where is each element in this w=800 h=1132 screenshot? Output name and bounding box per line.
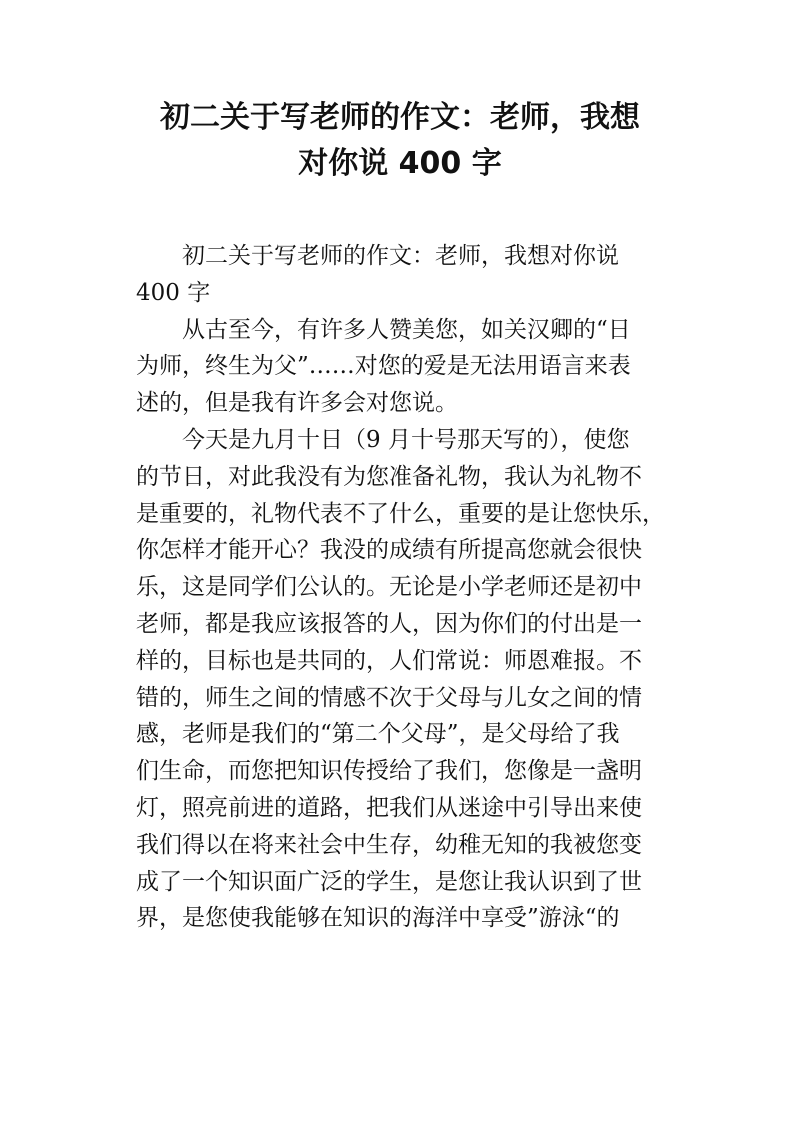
text-line: 今天是九月十日（9 月十号那天写的），使您	[182, 426, 630, 453]
text-line: 成了一个知识面广泛的学生，是您让我认识到了世	[136, 868, 642, 895]
text-line: 你怎样才能开心？我没的成绩有所提高您就会很快	[136, 537, 642, 564]
paragraph-1	[136, 238, 676, 312]
title-line: 初二关于写老师的作文：老师，我想	[160, 100, 640, 135]
text-line: 乐，这是同学们公认的。无论是小学老师还是初中	[136, 574, 642, 601]
text-line: 述的，但是我有许多会对您说。	[136, 390, 458, 417]
text-line: 错的，师生之间的情感不次于父母与儿女之间的情	[136, 684, 642, 711]
paragraph-2	[136, 312, 676, 422]
text-line: 初二关于写老师的作文：老师，我想对你说	[182, 243, 619, 269]
text-line: 为师，终生为父”……对您的爱是无法用语言来表	[136, 353, 631, 380]
text-line: 界，是您使我能够在知识的海洋中享受”游泳“的	[136, 905, 620, 932]
document-body	[136, 238, 676, 937]
text-line: 是重要的，礼物代表不了什么，重要的是让您快乐，	[136, 500, 665, 527]
text-line: 的节日，对此我没有为您准备礼物，我认为礼物不	[136, 463, 642, 490]
document-title	[100, 95, 700, 187]
text-line: 从古至今，有许多人赞美您，如关汉卿的“日	[182, 316, 631, 343]
title-line: 对你说 400 字	[298, 146, 502, 181]
text-line: 样的，目标也是共同的，人们常说：师恩难报。不	[136, 647, 642, 674]
text-line: 灯，照亮前进的道路，把我们从迷途中引导出来使	[136, 794, 642, 821]
paragraph-3	[136, 422, 676, 937]
text-line: 我们得以在将来社会中生存，幼稚无知的我被您变	[136, 831, 642, 858]
text-line: 400 字	[136, 279, 211, 306]
text-line: 感，老师是我们的“第二个父母”，是父母给了我	[136, 721, 620, 748]
text-line: 老师，都是我应该报答的人，因为你们的付出是一	[136, 610, 642, 637]
text-line: 们生命，而您把知识传授给了我们，您像是一盏明	[136, 758, 642, 785]
